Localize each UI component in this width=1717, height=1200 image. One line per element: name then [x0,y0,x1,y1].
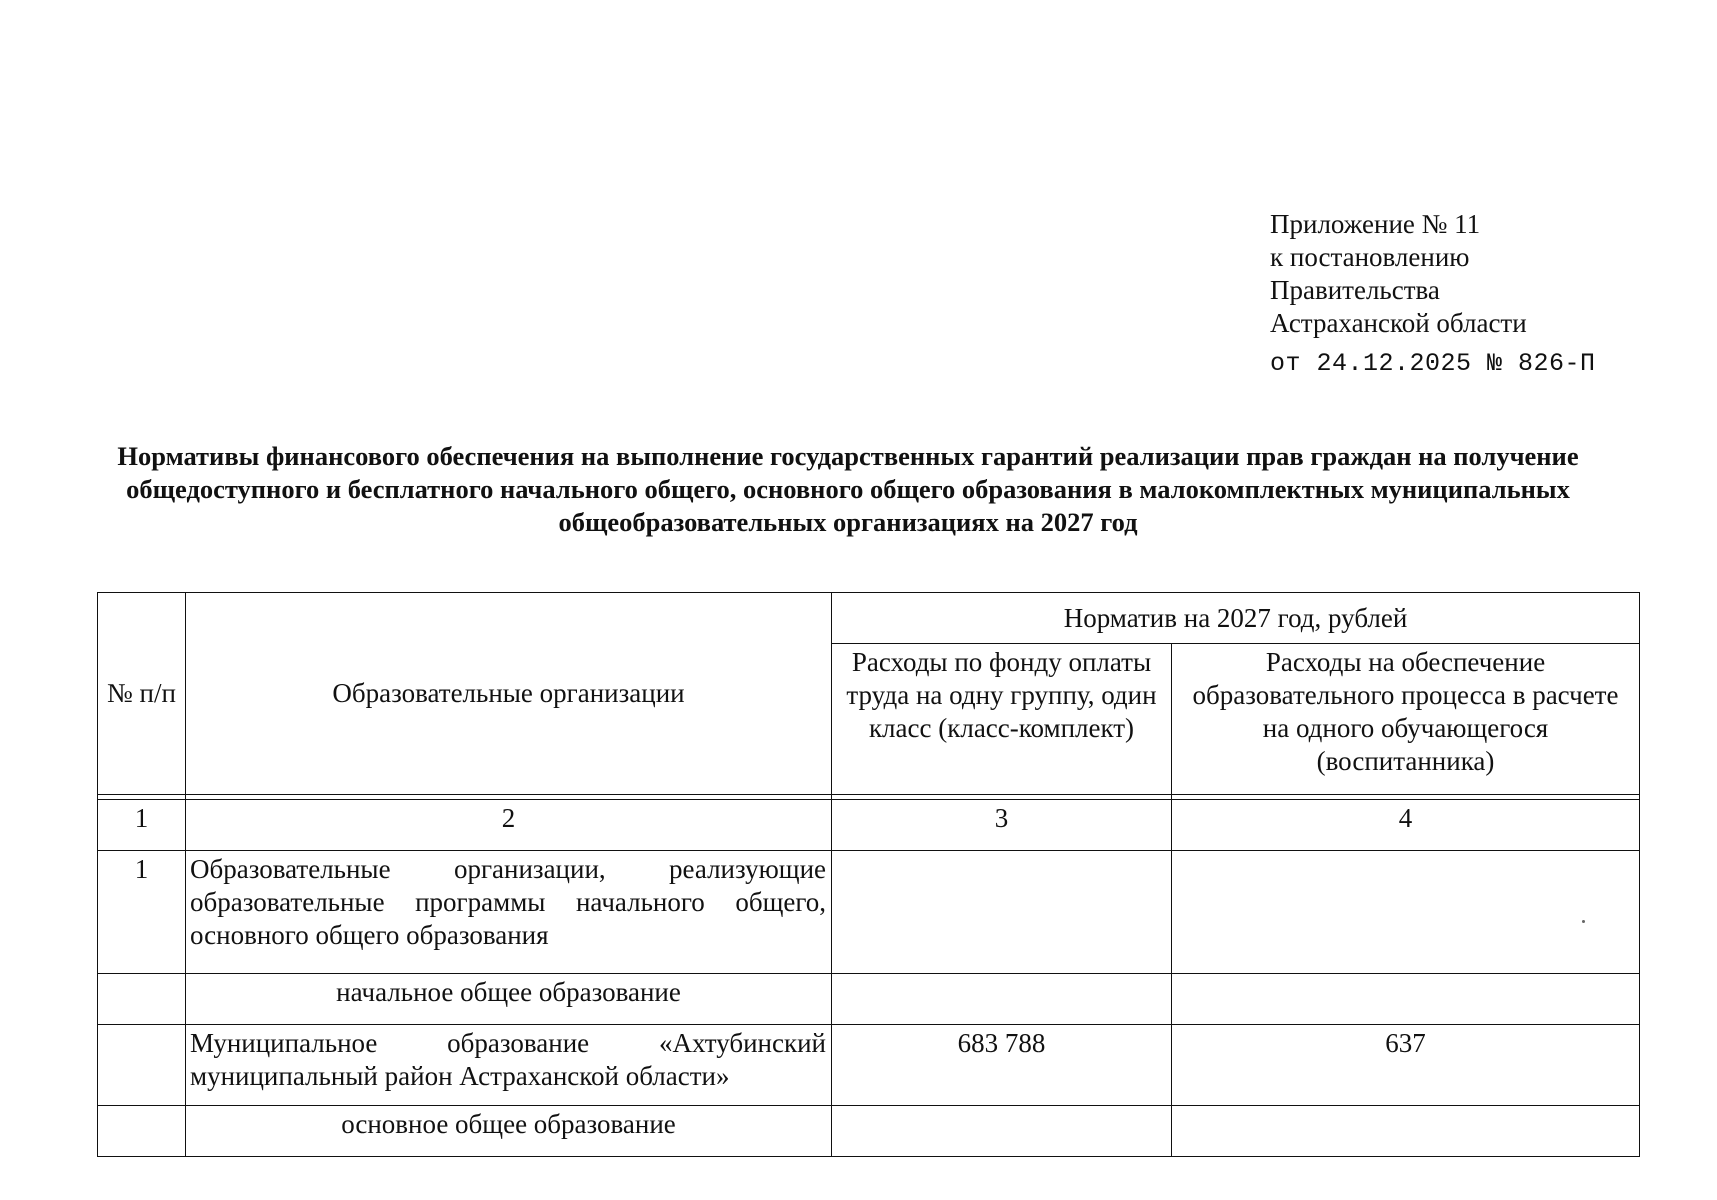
column-number: 2 [186,800,832,851]
header-num: № п/п [98,593,186,795]
column-number: 4 [1172,800,1640,851]
appendix-line-3: Правительства [1270,275,1440,305]
table-row [98,974,1640,1025]
row-number [98,1106,186,1157]
column-numbers-row [98,800,1640,851]
row-number [98,974,186,1025]
appendix-date-number: от 24.12.2025 № 826-П [1270,349,1596,378]
row-process-value [1172,974,1640,1025]
row-process-value [1172,851,1640,974]
document-title: Нормативы финансового обеспечения на выполнение государственных гарантий реализации прав граждан на получение общедоступного и бесплатного начального общего, основного общего образования в малокомплектных муниципальных общеобразовательных организациях на 2027 год [117,441,1579,537]
table-row [98,851,1640,974]
row-organization: основное общее образование [186,1106,832,1157]
row-organization: Образовательные организации, реализующие образовательные программы начального общего, основного общего образования [186,851,832,974]
table-row [98,1025,1640,1106]
row-process-value: 637 [1172,1025,1640,1106]
column-number: 3 [832,800,1172,851]
row-number: 1 [98,851,186,974]
row-wage-value [832,851,1172,974]
table-row [98,1106,1640,1157]
header-wage-expenses: Расходы по фонду оплаты труда на одну группу, один класс (класс-комплект) [832,644,1172,795]
row-wage-value [832,1106,1172,1157]
row-organization: начальное общее образование [186,974,832,1025]
row-organization: Муниципальное образование «Ахтубинский муниципальный район Астраханской области» [186,1025,832,1106]
table-header-row [98,593,1640,644]
row-number [98,1025,186,1106]
appendix-line-4: Астраханской области [1270,308,1527,338]
header-process-expenses: Расходы на обеспечение образовательного процесса в расчете на одного обучающегося (воспитанника) [1172,644,1640,795]
column-number: 1 [98,800,186,851]
header-norm-2027: Норматив на 2027 год, рублей [832,593,1640,644]
appendix-line-1: Приложение № 11 [1270,209,1481,239]
scan-speck [1582,920,1585,923]
row-wage-value [832,974,1172,1025]
appendix-line-2: к постановлению [1270,242,1470,272]
row-process-value [1172,1106,1640,1157]
appendix-block [1270,208,1690,380]
row-wage-value: 683 788 [832,1025,1172,1106]
norms-table [97,592,1640,1157]
header-organizations: Образовательные организации [186,593,832,795]
